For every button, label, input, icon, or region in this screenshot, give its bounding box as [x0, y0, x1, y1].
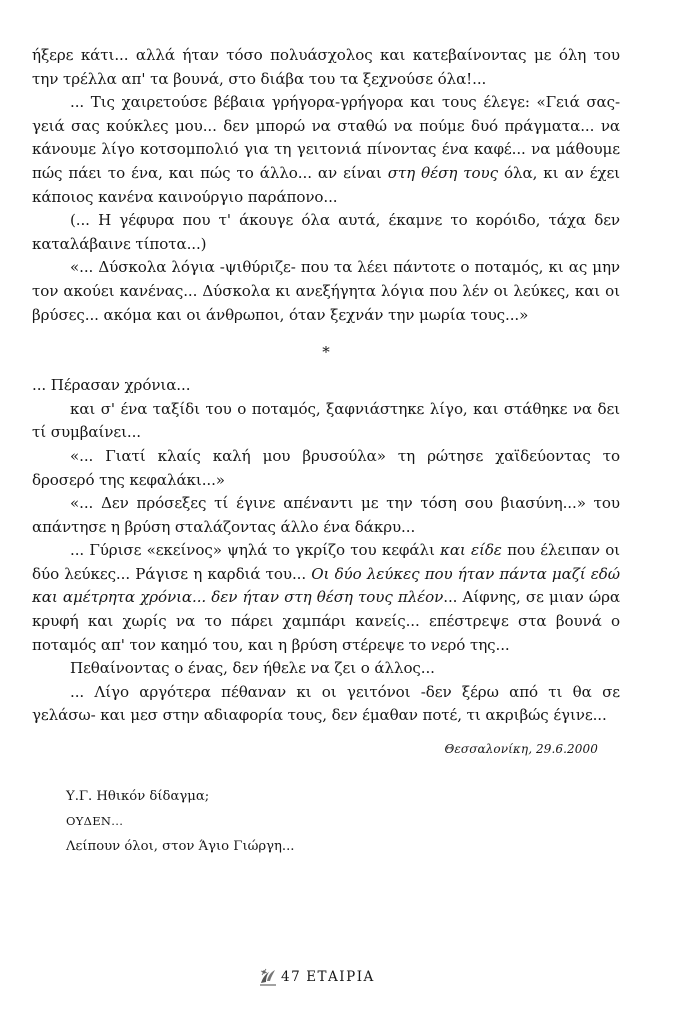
emphasis-text: στη θέση τους	[387, 163, 498, 182]
publisher-name: ΕΤΑΙΡΙΑ	[306, 969, 375, 985]
postscript-line: ΟΥΔΕΝ...	[66, 814, 124, 828]
paragraph-8: «... Δεν πρόσεξες τί έγινε απέναντι με την τόση σου βιασύνη...» του απάντησε η βρύση σταλάζοντας άλλο ένα δάκρυ...	[32, 494, 620, 536]
postscript-line: Υ.Γ. Ηθικόν δίδαγμα;	[66, 789, 210, 804]
section-separator: *	[322, 343, 330, 362]
emphasis-text: και είδε	[440, 541, 502, 560]
paragraph-1: ήξερε κάτι... αλλά ήταν τόσο πολυάσχολος και κατεβαίνοντας με όλη του την τρέλλα απ' τα βουνά, στο διάβα του τα ξεχνούσε όλα!...	[32, 46, 620, 88]
paragraph-4: «... Δύσκολα λόγια -ψιθύριζε- που τα λέει πάντοτε ο ποταμός, κι ας μην τον ακούει κανένας... Δύσκολα κι ανεξήγητα λόγια που λέν οι λεύκες, και οι βρύσες... ακόμα και οι άνθρωποι, όταν ξεχνάν την μωρία τους...»	[32, 258, 620, 324]
story-text	[32, 44, 620, 728]
paragraph-2: ... Τις χαιρετούσε βέβαια γρήγορα-γρήγορα και τους έλεγε: «Γειά σας-γειά σας κούκλες μου... δεν μπορώ να σταθώ να πούμε δυό πράγματα... να κάνουμε λίγο κοτσομπολιό για τη γειτονιά πίνοντας ένα καφέ... να μάθουμε πώς πάει το ένα, και πώς το άλλο... αν είναι στη θέση τους όλα, κι αν έχει κάποιος κανένα καινούργιο παράπονο...	[32, 93, 621, 206]
page-number: 47	[281, 969, 302, 985]
paragraph-9: ... Γύρισε «εκείνος» ψηλά το γκρίζο του κεφάλι και είδε που έλειπαν οι δύο λεύκες... Ράγισε η καρδιά του... Οι δύο λεύκες που ήταν πάντα μαζί εδώ και αμέτρητα χρόνια... δεν ήταν στη θέση τους πλέον... Αίφνης, σε μιαν ώρα κρυφή και χωρίς να το πάρει χαμπάρι κανείς... επέστρεψε στα βουνά ο ποταμός απ' τον καημό του, και η βρύση στέρεψε το νερό της...	[32, 541, 620, 654]
postscript	[66, 784, 295, 859]
paragraph-5: ... Πέρασαν χρόνια...	[32, 376, 191, 395]
postscript-line: Λείπουν όλοι, στον Άγιο Γιώργη...	[66, 839, 295, 854]
dateline: Θεσσαλονίκη, 29.6.2000	[444, 742, 598, 756]
page-footer	[258, 966, 375, 988]
emphasis-text: Οι δύο λεύκες που ήταν πάντα μαζί εδώ και αμέτρητα χρόνια... δεν ήταν στη θέση τους πλέον	[32, 564, 620, 607]
paragraph-11: ... Λίγο αργότερα πέθαναν κι οι γειτόνοι -δεν ξέρω από τι θα σε γελάσω- και μεσ στην αδιαφορία τους, δεν έμαθαν ποτέ, τι ακριβώς έγινε...	[32, 682, 620, 725]
paragraph-10: Πεθαίνοντας ο ένας, δεν ήθελε να ζει ο άλλος...	[70, 659, 435, 678]
paragraph-7: «... Γιατί κλαίς καλή μου βρυσούλα» τη ρώτησε χαϊδεύοντας το δροσερό της κεφαλάκι...»	[32, 446, 620, 489]
paragraph-3: (... Η γέφυρα που τ' άκουγε όλα αυτά, έκαμνε το κορόιδο, τάχα δεν καταλάβαινε τίποτα...)	[32, 211, 620, 253]
publisher-logo-icon	[258, 966, 278, 988]
paragraph-6: και σ' ένα ταξίδι του ο ποταμός, ξαφνιάστηκε λίγο, και στάθηκε να δει τί συμβαίνει...	[32, 399, 620, 442]
